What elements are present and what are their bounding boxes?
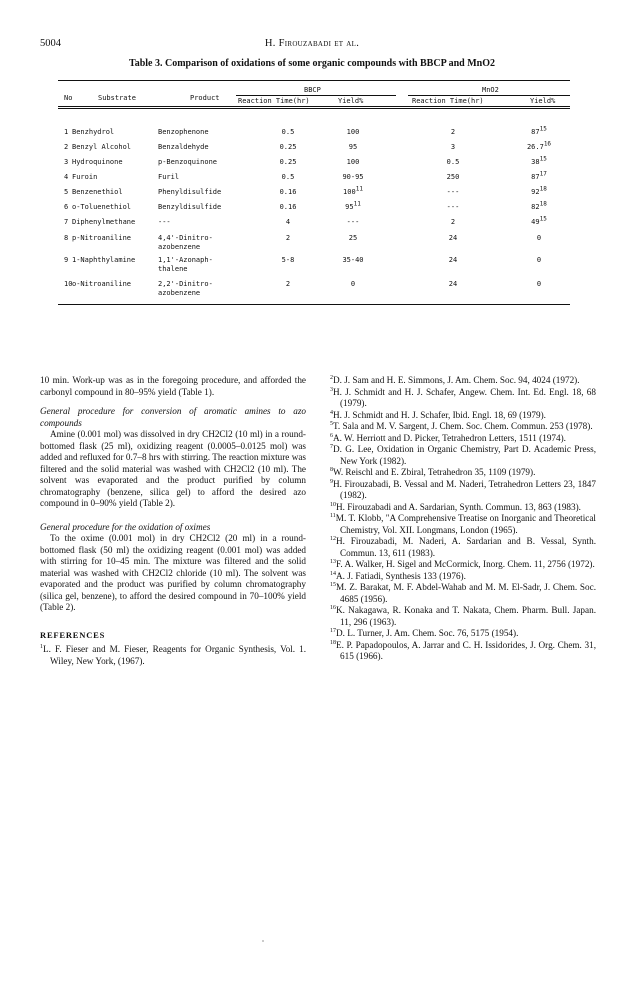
reference-3 <box>330 387 596 410</box>
cell-product-line2: azobenzene <box>158 289 201 297</box>
cell-substrate: Furoin <box>72 173 98 181</box>
reference-text: H. J. Schmidt and H. J. Schafer, Ibid. Engl. 18, 69 (1979). <box>333 409 546 420</box>
cell-mno2-yield: $49^{15}$ <box>531 215 547 226</box>
cell-mno2-yield: 26.7$^{16}$ <box>526 140 552 151</box>
cell-mno2-time: 0.5 <box>446 158 460 166</box>
reference-10 <box>330 502 596 514</box>
reference-text: M. Z. Barakat, M. F. Abdel-Wahab and M. M. El-Sadr, J. Chem. Soc. 4685 (1956). <box>336 582 596 604</box>
col-head-no: No <box>64 94 73 102</box>
cell-product: 2,2'-Dinitro- <box>158 280 213 288</box>
cell-no: 1 <box>64 128 69 136</box>
cell-mno2-time: --- <box>446 203 460 211</box>
cell-product: Benzophenone <box>158 128 209 136</box>
cell-bbcp-yield: 95 <box>348 143 358 151</box>
reference-number: 9 <box>330 478 333 485</box>
cell-no: 7 <box>64 218 69 226</box>
col-head-bbcp-time: Reaction Time(hr) <box>238 97 310 105</box>
reference-number: 7 <box>330 443 333 450</box>
reference-text: A. W. Herriott and D. Picker, Tetrahedron Letters, 1511 (1974). <box>333 432 566 443</box>
cell-substrate: Diphenylmethane <box>72 218 136 226</box>
cell-mno2-yield: 0 <box>536 234 542 242</box>
cell-yield-ref: 18 <box>539 200 547 208</box>
cell-mno2-yield: 0 <box>536 256 542 264</box>
cell-bbcp-time: 0.25 <box>279 158 297 166</box>
reference-13 <box>330 559 596 571</box>
cell-product: Benzyldisulfide <box>158 203 222 211</box>
cell-mno2-yield: $87^{17}$ <box>531 170 547 181</box>
reference-16 <box>330 605 596 628</box>
cell-yield-ref: 11 <box>353 200 361 208</box>
cell-mno2-time: 24 <box>448 280 458 288</box>
cell-no: 6 <box>64 203 69 211</box>
section-title-oximes: General procedure for the oxidation of oximes <box>40 521 211 532</box>
reference-text: E. P. Papadopoulos, A. Jarrar and C. H. Issidorides, J. Org. Chem. 31, 615 (1966). <box>336 639 596 661</box>
cell-no: 4 <box>64 173 69 181</box>
reference-12 <box>330 536 596 559</box>
reference-text: W. Reischl and E. Zbiral, Tetrahedron 35, 1109 (1979). <box>333 467 536 477</box>
running-authors: H. Firouzabadi et al. <box>264 38 360 49</box>
reference-number: 18 <box>330 639 336 646</box>
reference-number: 11 <box>330 512 336 519</box>
reference-text: A. J. Fatiadi, Synthesis 133 (1976). <box>336 570 466 581</box>
cell-bbcp-yield: $100^{11}$ <box>343 185 363 196</box>
cell-product: Furil <box>158 173 180 181</box>
table-caption: Table 3. Comparison of oxidations of some organic compounds with BBCP and MnO2 <box>128 58 496 69</box>
reference-15 <box>330 582 596 605</box>
reference-7 <box>330 444 596 467</box>
reference-11 <box>330 513 596 536</box>
cell-mno2-yield: $92^{18}$ <box>531 185 547 196</box>
cell-yield-ref: 11 <box>355 185 363 193</box>
reference-14 <box>330 571 596 583</box>
cell-yield-ref: 18 <box>539 185 547 193</box>
cell-mno2-yield: $82^{18}$ <box>531 200 547 211</box>
reference-text: H. Firouzabadi and A. Sardarian, Synth. Commun. 13, 863 (1983). <box>336 501 581 512</box>
cell-bbcp-yield: --- <box>346 218 360 226</box>
reference-number: 3 <box>330 386 333 393</box>
reference-text: H. J. Schmidt and H. J. Schafer, Angew. Chem. Int. Ed. Engl. 18, 68 (1979). <box>333 386 596 408</box>
references-heading: REFERENCES <box>40 629 106 640</box>
col-head-mno2: MnO2 <box>482 86 499 94</box>
cell-product: 1,1'-Azonaph- <box>158 256 213 264</box>
reference-text: L. F. Fieser and M. Fieser, Reagents for Organic Synthesis, Vol. 1. Wiley, New York, (1967). <box>43 644 306 666</box>
reference-number: 8 <box>330 466 333 473</box>
reference-number: 15 <box>330 581 336 588</box>
page-number: 5004 <box>40 38 61 49</box>
cell-bbcp-time: 4 <box>285 218 291 226</box>
reference-number: 1 <box>40 643 43 650</box>
cell-product: Benzaldehyde <box>158 143 209 151</box>
reference-5 <box>330 421 596 433</box>
section-body-oximes: To the oxime (0.001 mol) in dry CH2Cl2 (20 ml) in a round-bottomed flask (50 ml) the oxidizing reagent (0.001 mol) was added with stirring for 10–45 min. The mixture was filtered and the solid material was washed with CH2Cl2 chloride (10 ml). The solvent was evaporated and the product was purified by column chromatography (silica gel, benzene), to afford the desired compound in 70–100% yield (Table 2). <box>40 533 306 612</box>
cell-bbcp-yield: 100 <box>346 128 360 136</box>
reference-number: 6 <box>330 432 333 439</box>
reference-4 <box>330 410 596 422</box>
col-head-mno2-yield: Yield% <box>530 97 556 105</box>
paragraph-1: 10 min. Work-up was as in the foregoing procedure, and afforded the carbonyl compound in 80–95% yield (Table 1). <box>40 375 306 397</box>
cell-bbcp-time: 0.5 <box>281 128 295 136</box>
reference-text: F. A. Walker, H. Sigel and McCormick, Inorg. Chem. 11, 2756 (1972). <box>336 559 595 569</box>
table-bottom-rule <box>58 304 570 305</box>
reference-18 <box>330 640 596 663</box>
reference-number: 12 <box>330 535 336 542</box>
cell-product-line2: thalene <box>158 265 188 273</box>
cell-mno2-time: --- <box>446 188 460 196</box>
cell-substrate: o-Toluenethiol <box>72 203 132 211</box>
cell-no: 2 <box>64 143 69 151</box>
cell-mno2-yield: 0 <box>536 280 542 288</box>
reference-17 <box>330 628 596 640</box>
cell-mno2-time: 2 <box>450 218 456 226</box>
section-body-azo: Amine (0.001 mol) was dissolved in dry CH2Cl2 (10 ml) in a round-bottomed flask (25 ml), oxidizing reagent (0.0005–0.0125 mol) was added and refluxed for 0.7–8 hrs with stirring. The reaction mixture was filtered and the solid material was washed with CH2Cl2 (10 ml). The solvent was evaporated and the product purified by column chromatography (benzene, silica gel) to afford the desired azo compound in 0–90% yield (Table 2). <box>40 429 306 508</box>
cell-no: 5 <box>64 188 69 196</box>
cell-bbcp-time: 2 <box>285 234 291 242</box>
cell-yield-ref: 16 <box>543 140 552 148</box>
cell-bbcp-time: 5-8 <box>281 256 295 264</box>
cell-bbcp-yield: 25 <box>348 234 358 242</box>
cell-substrate: o-Nitroaniline <box>72 280 132 288</box>
cell-bbcp-time: 0.25 <box>279 143 297 151</box>
reference-number: 16 <box>330 604 336 611</box>
reference-6 <box>330 433 596 445</box>
cell-substrate: Benzhydrol <box>72 128 115 136</box>
reference-text: D. J. Sam and H. E. Simmons, J. Am. Chem. Soc. 94, 4024 (1972). <box>333 375 580 385</box>
right-column <box>330 375 596 663</box>
cell-mno2-yield: $38^{15}$ <box>531 155 547 166</box>
reference-text: H. Firouzabadi, M. Naderi, A. Sardarian and B. Vessal, Synth. Commun. 13, 611 (1983). <box>336 536 596 558</box>
cell-yield-ref: 15 <box>539 125 547 133</box>
reference-text: K. Nakagawa, R. Konaka and T. Nakata, Chem. Pharm. Bull. Japan. 11, 296 (1963). <box>336 605 596 627</box>
col-head-bbcp-yield: Yield% <box>338 97 364 105</box>
cell-no: 9 <box>64 256 69 264</box>
cell-bbcp-yield: 90-95 <box>342 173 364 181</box>
cell-mno2-yield: $87^{15}$ <box>531 125 547 136</box>
cell-substrate: Benzyl Alcohol <box>72 143 132 151</box>
cell-bbcp-time: 0.16 <box>279 188 297 196</box>
col-head-bbcp: BBCP <box>304 86 321 94</box>
cell-substrate: Benzenethiol <box>72 188 123 196</box>
reference-number: 13 <box>330 558 336 565</box>
reference-9 <box>330 479 596 502</box>
cell-product: --- <box>158 218 171 226</box>
reference-text: M. T. Klobb, "A Comprehensive Treatise on Inorganic and Theoretical Chemistry, Vol. XII. Longmans, London (1965). <box>335 513 596 535</box>
reference-text: D. L. Turner, J. Am. Chem. Soc. 76, 5175 (1954). <box>336 628 519 638</box>
cell-bbcp-time: 0.16 <box>279 203 297 211</box>
reference-8 <box>330 467 596 479</box>
cell-no: 8 <box>64 234 69 242</box>
cell-mno2-time: 3 <box>450 143 456 151</box>
cell-substrate: Hydroquinone <box>72 158 123 166</box>
left-column <box>40 375 306 667</box>
cell-bbcp-time: 0.5 <box>281 173 295 181</box>
cell-bbcp-yield: 0 <box>350 280 356 288</box>
cell-no: 3 <box>64 158 69 166</box>
cell-mno2-time: 250 <box>446 173 460 181</box>
cell-mno2-time: 24 <box>448 256 458 264</box>
col-head-substrate: Substrate <box>98 94 136 102</box>
reference-number: 10 <box>330 501 336 508</box>
cell-yield-ref: 15 <box>539 215 547 223</box>
cell-product: Phenyldisulfide <box>158 188 222 196</box>
col-head-product: Product <box>190 94 220 102</box>
reference-1 <box>40 644 306 667</box>
cell-yield-ref: 15 <box>539 155 547 163</box>
scan-speck <box>262 940 264 942</box>
reference-number: 2 <box>330 374 333 381</box>
cell-bbcp-yield: $95^{11}$ <box>345 200 361 211</box>
section-title-azo: General procedure for conversion of aromatic amines to azo compounds <box>40 406 306 428</box>
cell-substrate: p-Nitroaniline <box>72 234 132 242</box>
cell-yield-ref: 17 <box>539 170 547 178</box>
reference-number: 4 <box>330 409 333 416</box>
cell-mno2-time: 2 <box>450 128 456 136</box>
reference-number: 14 <box>330 570 336 577</box>
cell-bbcp-time: 2 <box>285 280 291 288</box>
reference-text: H. Firouzabadi, B. Vessal and M. Naderi, Tetrahedron Letters 23, 1847 (1982). <box>333 478 596 500</box>
cell-product: 4,4'-Dinitro- <box>158 234 213 242</box>
cell-bbcp-yield: 100 <box>346 158 360 166</box>
cell-mno2-time: 24 <box>448 234 458 242</box>
cell-product-line2: azobenzene <box>158 243 201 251</box>
col-head-mno2-time: Reaction Time(hr) <box>412 97 484 105</box>
reference-number: 17 <box>330 627 336 634</box>
cell-product: p-Benzoquinone <box>158 158 218 166</box>
reference-number: 5 <box>330 420 333 427</box>
cell-no: 10 <box>64 280 73 288</box>
cell-substrate: 1-Naphthylamine <box>72 256 136 264</box>
cell-bbcp-yield: 35-40 <box>342 256 364 264</box>
reference-text: D. G. Lee, Oxidation in Organic Chemistry, Part D. Academic Press, New York (1982). <box>333 444 596 466</box>
reference-2 <box>330 375 596 387</box>
reference-text: T. Sala and M. V. Sargent, J. Chem. Soc. Chem. Commun. 253 (1978). <box>333 421 593 431</box>
